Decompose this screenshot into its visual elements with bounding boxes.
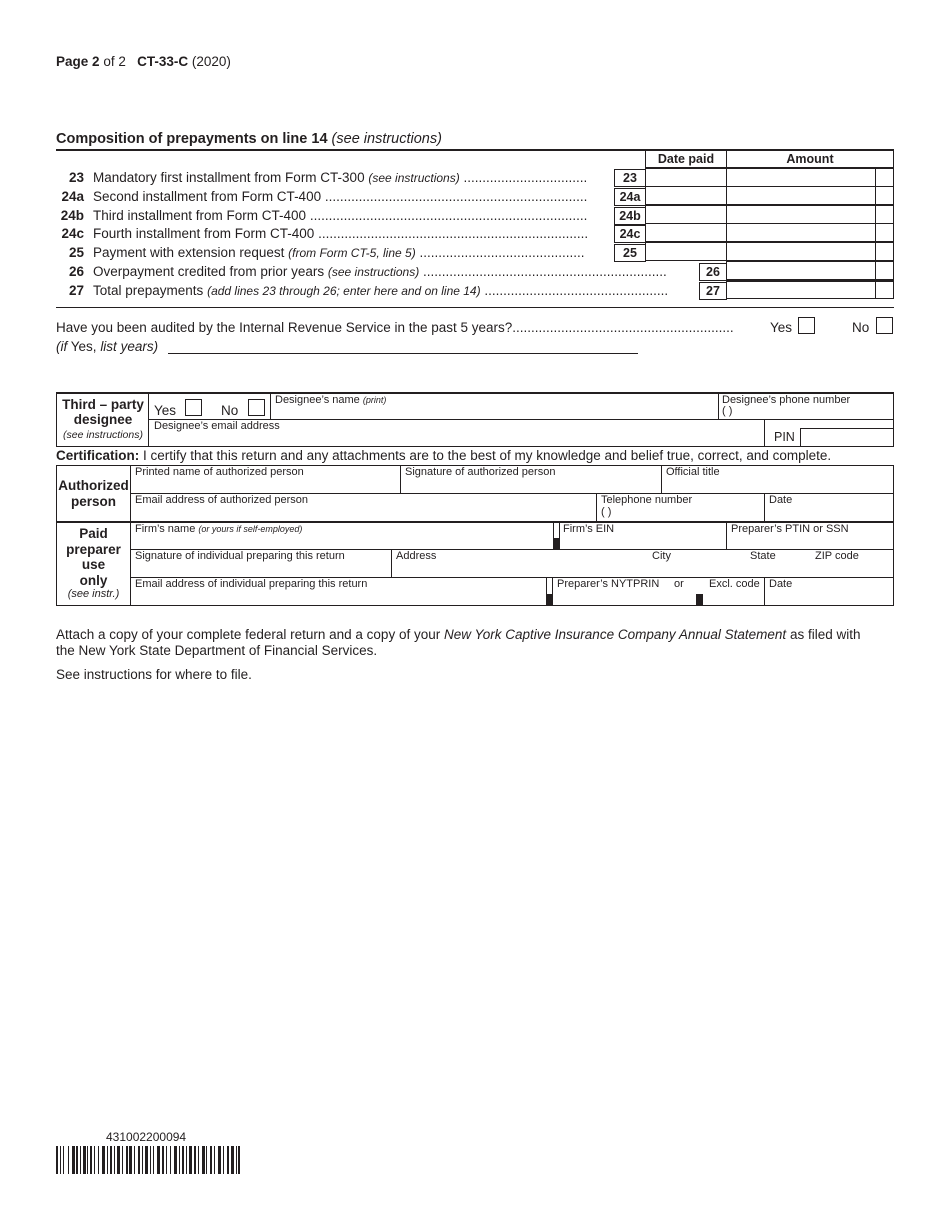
pin-label: PIN	[774, 430, 795, 444]
amount-input[interactable]	[726, 261, 876, 280]
audit-question	[56, 320, 776, 335]
firm-ein-label: Firm’s EIN	[563, 523, 615, 535]
page-total: of 2	[103, 54, 126, 69]
form-id: CT-33-C	[137, 54, 189, 69]
firm-name-input[interactable]	[135, 535, 545, 549]
date-paid-input[interactable]	[645, 242, 727, 261]
preparer-signature-input[interactable]	[135, 563, 385, 577]
line-text	[93, 264, 693, 279]
leader-dots: ............................................	[415, 245, 585, 260]
preparer-email-input[interactable]	[135, 591, 540, 605]
preparer-date-input[interactable]	[769, 591, 889, 605]
line-number: 23	[68, 170, 84, 185]
excl-code-label: Excl. code	[709, 578, 760, 590]
attach-text-post: as filed with	[789, 627, 861, 642]
email-label: Email address of authorized person	[135, 494, 309, 506]
audit-if-yes: Yes,	[70, 339, 97, 354]
amount-input[interactable]	[726, 186, 876, 205]
signature-input[interactable]	[405, 479, 655, 493]
see-instructions: See instructions for where to file.	[56, 667, 252, 682]
official-title-label: Official title	[666, 466, 720, 478]
date-input[interactable]	[769, 507, 889, 521]
audit-if-prefix: (if	[56, 339, 68, 354]
official-title-input[interactable]	[666, 479, 891, 493]
barcode-icon	[56, 1146, 240, 1174]
page-header	[56, 54, 231, 69]
line-ref-box: 27	[699, 282, 727, 300]
designee-no-checkbox[interactable]	[248, 399, 265, 416]
divider	[391, 550, 392, 577]
title-line: only	[79, 572, 108, 588]
cents-input[interactable]	[875, 168, 894, 187]
audit-if-suffix: list years)	[100, 339, 159, 354]
printed-name-label: Printed name of authorized person	[135, 466, 304, 478]
designee-phone-input[interactable]: ( )	[722, 405, 733, 417]
firm-ein-input[interactable]	[563, 535, 723, 549]
cents-input[interactable]	[875, 242, 894, 261]
designee-yes-label: Yes	[154, 403, 177, 418]
prepayments-title-note: (see instructions)	[331, 131, 442, 147]
firm-name-label	[135, 523, 302, 535]
title-line: designee	[73, 412, 133, 427]
line-note: (from Form CT-5, line 5)	[288, 246, 416, 260]
zip-label: ZIP code	[815, 550, 859, 562]
line-label: Total prepayments	[93, 283, 204, 298]
audit-no-label: No	[852, 320, 870, 335]
attach-instructions	[56, 627, 906, 659]
amount-header: Amount	[726, 150, 894, 168]
title-line: Authorized	[58, 478, 129, 493]
line-ref-box: 24c	[614, 225, 646, 243]
divider	[270, 393, 271, 420]
designee-no-label: No	[221, 403, 239, 418]
preparer-signature-label: Signature of individual preparing this return	[135, 550, 345, 562]
line-ref-box: 24a	[614, 188, 646, 206]
leader-dots: .................................................................	[419, 264, 667, 279]
title-line: Third – party	[62, 397, 144, 412]
leader-dots: ......................................................................	[321, 189, 588, 204]
attach-italic: New York Captive Insurance Company Annual Statement	[443, 627, 787, 642]
divider	[130, 522, 131, 606]
prepayments-title-text: Composition of prepayments on line 14	[56, 131, 328, 147]
line-label: Second installment from Form CT-400	[93, 189, 322, 204]
line-number: 24c	[61, 226, 84, 241]
line-label: Fourth installment from Form CT-400	[93, 226, 315, 241]
line-text	[93, 170, 587, 185]
address-label: Address	[396, 550, 437, 562]
separator-mark	[553, 538, 559, 549]
line-label: Third installment from Form CT-400	[93, 208, 307, 223]
ptin-input[interactable]	[731, 535, 889, 549]
certification-label: Certification:	[56, 448, 140, 463]
line-ref-box: 24b	[614, 207, 646, 225]
designee-name-note: (print)	[362, 395, 387, 405]
divider	[400, 466, 401, 493]
divider	[130, 466, 131, 522]
excl-code-input[interactable]	[709, 591, 761, 605]
date-paid-input[interactable]	[645, 186, 727, 205]
firm-name-note: (or yours if self-employed)	[198, 524, 303, 534]
leader-dots: ..........................................................................	[306, 208, 588, 223]
date-paid-input[interactable]	[645, 168, 727, 187]
ptin-label: Preparer’s PTIN or SSN	[731, 523, 849, 535]
nytprin-input[interactable]	[557, 591, 692, 605]
line-note: (see instructions)	[368, 171, 460, 185]
amount-input[interactable]	[726, 223, 876, 242]
audit-no-checkbox[interactable]	[876, 317, 893, 334]
firm-name-text: Firm’s name	[135, 523, 196, 535]
preparer-date-label: Date	[769, 578, 793, 590]
page-number: 2	[92, 54, 100, 69]
line-number: 26	[68, 264, 84, 279]
preparer-note: (see instr.)	[67, 588, 120, 600]
title-line: preparer	[66, 541, 121, 557]
pin-input[interactable]	[800, 428, 894, 447]
leader-dots: ........................................................................	[314, 226, 589, 241]
title-line: Paid	[79, 526, 108, 541]
designee-email-label: Designee’s email address	[154, 420, 280, 432]
audit-years-label	[56, 339, 158, 354]
divider	[764, 420, 765, 447]
cents-input[interactable]	[875, 223, 894, 242]
line-label: Overpayment credited from prior years	[93, 264, 325, 279]
divider	[661, 466, 662, 493]
line-number: 27	[68, 283, 84, 298]
attach-line2: the New York State Department of Financial Services.	[56, 643, 378, 658]
line-ref-box: 23	[614, 169, 646, 187]
line-number: 24b	[60, 208, 84, 223]
amount-input[interactable]	[726, 205, 876, 224]
preparer-email-label: Email address of individual preparing this return	[135, 578, 368, 590]
printed-name-input[interactable]	[135, 479, 395, 493]
prepayments-title	[56, 131, 442, 147]
amount-input[interactable]	[726, 168, 876, 187]
audit-yes-checkbox[interactable]	[798, 317, 815, 334]
certification	[56, 448, 831, 463]
authorized-title	[57, 478, 130, 510]
address-input[interactable]	[396, 563, 891, 577]
or-label: or	[674, 578, 684, 590]
email-input[interactable]	[135, 507, 590, 521]
third-party-title	[57, 397, 149, 427]
line-label: Payment with extension request	[93, 245, 285, 260]
line-ref-box: 26	[699, 263, 727, 281]
separator-mark	[696, 594, 703, 606]
leader-dots: ...........................................................	[512, 320, 734, 335]
divider	[764, 578, 765, 606]
cents-input[interactable]	[875, 205, 894, 224]
telephone-input[interactable]: ( )	[601, 506, 612, 518]
date-paid-header: Date paid	[645, 150, 727, 168]
line-text	[93, 208, 608, 223]
line-text	[93, 245, 608, 260]
city-label: City	[652, 550, 671, 562]
leader-dots: .................................	[459, 170, 588, 185]
date-paid-input[interactable]	[645, 223, 727, 242]
divider	[56, 307, 894, 308]
leader-dots: .................................................	[480, 283, 669, 298]
form-year: (2020)	[191, 54, 231, 69]
designee-email-input[interactable]	[154, 432, 754, 446]
divider	[726, 523, 727, 549]
amount-input[interactable]	[726, 280, 876, 299]
line-number: 24a	[61, 189, 84, 204]
date-label: Date	[769, 494, 793, 506]
title-line: use	[81, 557, 106, 572]
preparer-title	[57, 526, 130, 588]
state-label: State	[750, 550, 776, 562]
designee-name-text: Designee’s name	[275, 394, 360, 406]
line-text	[93, 189, 608, 204]
divider	[718, 393, 719, 420]
divider	[552, 578, 553, 606]
telephone-label: Telephone number	[601, 494, 693, 506]
divider	[596, 494, 597, 522]
audit-years-input[interactable]	[168, 353, 638, 354]
line-number: 25	[68, 245, 84, 260]
title-line: person	[70, 494, 116, 509]
cents-input[interactable]	[875, 186, 894, 205]
certification-text: I certify that this return and any attachments are to the best of my knowledge and belief true, correct, and complete.	[143, 448, 832, 463]
signature-label: Signature of authorized person	[405, 466, 556, 478]
designee-phone-label: Designee’s phone number	[722, 394, 851, 406]
audit-question-text: Have you been audited by the Internal Revenue Service in the past 5 years?	[56, 320, 513, 335]
line-ref-box: 25	[614, 244, 646, 262]
line-text	[93, 283, 693, 298]
line-note: (see instructions)	[327, 265, 420, 279]
audit-yes-label: Yes	[770, 320, 793, 335]
date-paid-input[interactable]	[645, 205, 727, 224]
amount-input[interactable]	[726, 242, 876, 261]
attach-text: Attach a copy of your complete federal return and a copy of your	[56, 627, 441, 642]
separator-mark	[546, 594, 552, 606]
barcode-number: 431002200094	[106, 1130, 187, 1144]
nytprin-label: Preparer’s NYTPRIN	[557, 578, 660, 590]
divider	[764, 494, 765, 522]
page-label: Page	[56, 54, 89, 69]
line-note: (add lines 23 through 26; enter here and on line 14)	[207, 284, 481, 298]
divider	[559, 523, 560, 549]
line-text	[93, 226, 608, 241]
cents-input[interactable]	[875, 280, 894, 299]
designee-yes-checkbox[interactable]	[185, 399, 202, 416]
third-party-note: (see instructions)	[63, 429, 143, 441]
designee-name-input[interactable]	[275, 405, 715, 419]
line-label: Mandatory first installment from Form CT-300	[93, 170, 365, 185]
cents-input[interactable]	[875, 261, 894, 280]
